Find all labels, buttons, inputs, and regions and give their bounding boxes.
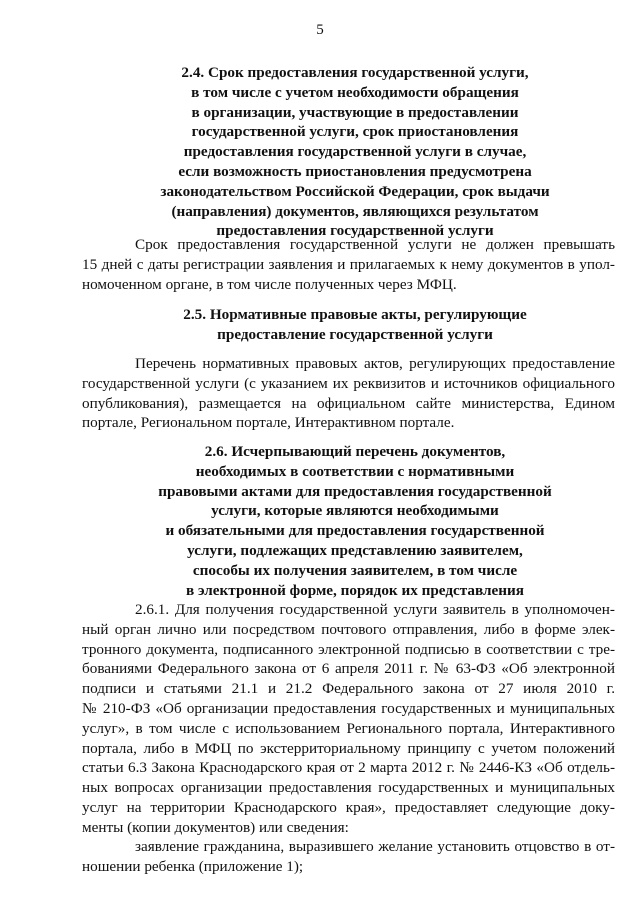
paragraph-line: Перечень нормативных правовых актов, регулирующих предоставление — [135, 355, 615, 372]
heading-line: 2.5. Нормативные правовые акты, регулирующие — [183, 306, 527, 323]
heading-line: в организации, участвующие в предоставлении — [191, 103, 519, 121]
paragraph-line: номоченном органе, в том числе полученных через МФЦ. — [82, 275, 457, 293]
heading-line: 2.4. Срок предоставления государственной услуги, — [181, 64, 529, 81]
paragraph-line: бованиями Федерального закона от 6 апреля 2011 г. № 63-ФЗ «Об электронной — [82, 660, 615, 678]
section-2-5-paragraph — [82, 354, 615, 433]
heading-line: предоставление государственной услуги — [217, 325, 493, 343]
paragraph-line: ных вопросах организации предоставления государственных и муниципальных — [82, 779, 615, 797]
application-paragraph — [82, 837, 615, 877]
paragraph-line: опубликования), размещается на официальном сайте министерства, Едином — [82, 394, 615, 412]
heading-line: способы их получения заявителем, в том числе — [192, 561, 518, 579]
heading-line: необходимых в соответствии с нормативными — [195, 462, 515, 480]
paragraph-line: государственной услуги (с указанием их реквизитов и источников официального — [82, 374, 615, 392]
heading-line: правовыми актами для предоставления государственной — [158, 482, 552, 500]
section-2-4-paragraph — [82, 235, 615, 294]
paragraph-line: 15 дней с даты регистрации заявления и прилагаемых к нему документов в упол- — [82, 255, 615, 273]
paragraph-line: услуг на территории Краснодарского края», предоставляет следующие доку- — [82, 798, 615, 816]
heading-line: услуги, которые являются необходимыми — [211, 502, 499, 520]
heading-line: если возможность приостановления предусмотрена — [178, 162, 532, 180]
paragraph-line: ношении ребенка (приложение 1); — [82, 857, 304, 875]
section-heading-2-6 — [0, 442, 640, 600]
heading-line: 2.6. Исчерпывающий перечень документов, — [204, 443, 506, 460]
paragraph-line: статьи 6.3 Закона Краснодарского края от 2 марта 2012 г. № 2446-КЗ «Об отдель- — [82, 759, 615, 777]
heading-line: государственной услуги, срок приостановления — [191, 123, 519, 141]
paragraph-line: 2.6.1. Для получения государственной услуги заявитель в уполномочен- — [135, 601, 615, 618]
paragraph-line: менты (копии документов) или сведения: — [82, 818, 349, 836]
heading-line: предоставления государственной услуги в случае, — [183, 143, 527, 161]
paragraph-line: № 210-ФЗ «Об организации предоставления государственных и муниципальных — [82, 699, 615, 717]
paragraph-line: заявление гражданина, выразившего желание установить отцовство в от- — [135, 838, 615, 855]
paragraph-line: Срок предоставления государственной услуги не должен превышать — [135, 236, 615, 253]
heading-line: законодательством Российской Федерации, срок выдачи — [160, 182, 550, 200]
heading-line: услуги, подлежащих представлению заявителем, — [187, 541, 523, 559]
paragraph-line: тронного документа, подписанного электронной подписью в соответствии с тре- — [82, 640, 615, 658]
section-heading-2-5 — [0, 305, 640, 345]
paragraph-line: портала, либо в МФЦ по экстерриториальному принципу с учетом положений — [82, 739, 615, 757]
paragraph-line: подписи и статьями 21.1 и 21.2 Федерального закона от 27 июля 2010 г. — [82, 680, 615, 698]
heading-line: (направления) документов, являющихся результатом — [171, 202, 539, 220]
heading-line: и обязательными для предоставления государственной — [165, 522, 545, 540]
paragraph-line: услуг», в том числе с использованием Регионального портала, Интерактивного — [82, 719, 615, 737]
paragraph-line: ный орган лично или посредством почтового отправления, либо в форме элек- — [82, 620, 615, 638]
section-heading-2-4 — [0, 63, 640, 241]
heading-line: в том числе с учетом необходимости обращения — [191, 83, 519, 101]
heading-line: в электронной форме, порядок их представления — [186, 581, 524, 599]
section-2-6-1-paragraph — [82, 600, 615, 838]
heading-line: предоставления государственной услуги — [216, 222, 494, 240]
page-number: 5 — [316, 22, 324, 38]
paragraph-line: портале, Региональном портале, Интерактивном портале. — [82, 414, 455, 432]
